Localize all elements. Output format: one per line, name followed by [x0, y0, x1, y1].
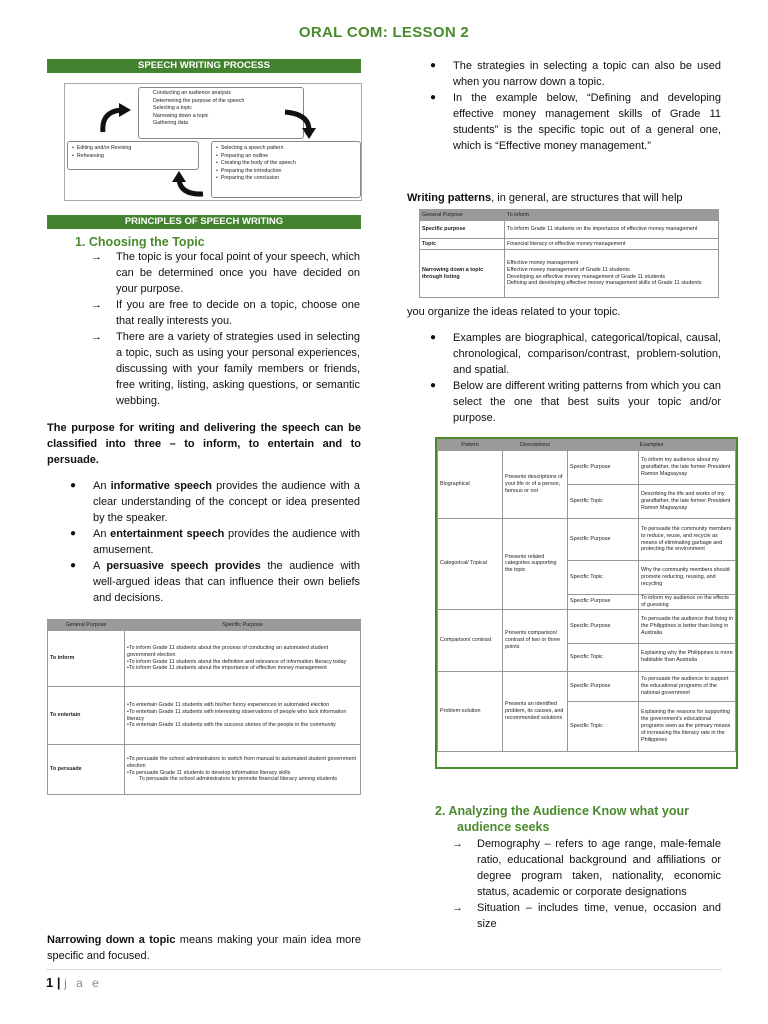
cycle-arrow-icon [279, 106, 319, 140]
audience-points-list [452, 836, 721, 932]
table-row [438, 609, 736, 643]
table-cell: •To persuade the school administrators to switch from manual to automated student government election •To persuade Grade 11 students to develop information literacy skills To persuade the school administrators to promote financial literacy among students [125, 745, 361, 795]
list-item: → Situation – includes time, venue, occasion and size [452, 902, 721, 930]
list-item: ● An informative speech provides the audience with a clear understanding of the concept or idea presented by the speaker. [70, 480, 361, 524]
list-item: ● Examples are biographical, categorical/topical, causal, chronological, comparison/contrast, problem-solution, and spatial. [430, 332, 721, 376]
table-cell: To inform [505, 210, 719, 221]
footer-separator: | [53, 975, 65, 990]
list-item: ● The strategies in selecting a topic can also be used when you narrow down a topic. [430, 60, 721, 88]
table-row [438, 451, 736, 485]
purpose-paragraph: The purpose for writing and delivering the speech can be classified into three – to inform, to entertain and to persuade. [47, 422, 361, 466]
table-cell: Categorical/ Topical [438, 519, 503, 610]
table-row [420, 239, 719, 250]
table-row [420, 250, 719, 298]
table-cell: Specific Topic [568, 485, 639, 519]
purpose-table [47, 619, 361, 795]
table-cell: Problem-solution [438, 671, 503, 751]
patterns-intro-continued: you organize the ideas related to your topic. [407, 306, 621, 318]
section1-title: 1. Choosing the Topic [75, 235, 205, 249]
table-cell: Presents comparison/ contrast of two or three points [503, 609, 568, 671]
table-row [438, 519, 736, 561]
table-cell: Presents related categories supporting the topic [503, 519, 568, 610]
list-item: → The topic is your focal point of your speech, which can be determined once you have decided on your purpose. [91, 251, 360, 295]
diagram-step: • Rehearsing [72, 152, 104, 159]
diagram-step: Selecting a topic [153, 105, 192, 112]
table-cell: To entertain [48, 687, 125, 745]
table-cell: Describing the life and works of my grandfather, the late former President Ramon Magsaysay [639, 485, 736, 519]
page-number: 1 [46, 975, 54, 990]
list-item: ● In the example below, “Defining and developing effective money management skills of Grade 11 students” is the specific topic out of a general one, which is “Effective money management.” [430, 92, 721, 152]
table-row [48, 687, 361, 745]
table-cell: Comparison/ contrast [438, 609, 503, 671]
list-item: → If you are free to decide on a topic, choose one that really interests you. [91, 299, 360, 327]
table-cell: To inform my audience on the effects of guessing [639, 595, 736, 610]
list-item: ● A persuasive speech provides the audience with well-argued ideas that can influence their own beliefs and decisions. [70, 560, 361, 604]
table-header: Pattern [438, 440, 503, 451]
table-header: Descriptions [503, 440, 568, 451]
diagram-step: • Preparing the conclusion [216, 175, 280, 182]
speech-process-header: SPEECH WRITING PROCESS [47, 59, 361, 73]
table-cell: Specific Topic [568, 561, 639, 595]
table-cell: To persuade the audience that living in the Philippines is better than living in Australia [639, 609, 736, 643]
table-cell: To inform [48, 631, 125, 687]
strategy-list [428, 58, 721, 154]
table-cell: Specific Purpose [568, 671, 639, 701]
list-item: → There are a variety of strategies used in selecting a topic, such as using your personal experiences, discussing with your family members or friends, free writing, listing, asking questions, or semantic webbing. [91, 331, 360, 407]
table-cell: Presents descriptions of your life or of a person, famous or not [503, 451, 568, 519]
topic-points-list [91, 249, 360, 409]
table-cell: Why the community members should promote reducing, reusing, and recycling [639, 561, 736, 595]
pattern-table-frame [435, 437, 738, 769]
table-cell: Financial literacy or effective money management [505, 239, 719, 250]
pattern-table [437, 439, 736, 752]
table-cell: Narrowing down a topic through listing [420, 250, 505, 298]
list-item: ● An entertainment speech provides the audience with amusement. [70, 528, 360, 556]
table-cell: Specific Purpose [568, 609, 639, 643]
table-cell: To persuade [48, 745, 125, 795]
diagram-step: Determining the purpose of the speech [153, 97, 245, 104]
table-cell: Topic [420, 239, 505, 250]
table-cell: Biographical [438, 451, 503, 519]
table-row [420, 221, 719, 239]
section2-title: 2. Analyzing the Audience Know what your audience seeks [435, 804, 689, 834]
table-row [48, 745, 361, 795]
list-item: ● Below are different writing patterns from which you can select the one that best suits your topic and/or purpose. [430, 380, 721, 424]
narrowing-paragraph: Narrowing down a topic means making your main idea more specific and focused. [47, 934, 362, 962]
table-cell: •To inform Grade 11 students about the process of conducting an automated student government election •To inform Grade 11 students about the definition and relevance of information literacy today •To inform Grade 11 students about the importance of effective money management [125, 631, 361, 687]
footer-author: j a e [64, 976, 102, 990]
table-cell: Effective money management Effective money management of Grade 11 students Developing an effective money management of Grade 11 students Defining and developing effective money management skills of Grade 11 students [505, 250, 719, 298]
diagram-step: • Creating the body of the speech [216, 160, 296, 167]
table-cell: •To entertain Grade 11 students with his/her funny experiences in automated election •To entertain Grade 11 students with interesting observations of people who lack information literacy •To entertain Grade 11 students with the success stories of the people in the community [125, 687, 361, 745]
diagram-step: • Preparing the introduction [216, 167, 282, 174]
diagram-step: Gathering data [153, 120, 189, 127]
table-header: General Purpose [48, 620, 125, 631]
diagram-step: Narrowing down a topic [153, 112, 209, 119]
table-cell: Explaining why the Philippines is more habitable than Australia [639, 643, 736, 671]
table-cell: Specific Purpose [568, 519, 639, 561]
diagram-step: • Preparing an outline [216, 152, 269, 159]
speech-process-diagram [64, 83, 362, 201]
pattern-notes-list [428, 330, 721, 426]
list-item: → Demography – refers to age range, male-female ratio, educational background and affiliations or degree program taken, nationality, economic status, academic or corporate designations [452, 838, 721, 898]
purpose-list [68, 478, 360, 606]
table-row [420, 210, 719, 221]
table-cell: To inform my audience about my grandfather, the late former President Ramon Magsaysay [639, 451, 736, 485]
table-cell: Presents an identified problem, its causes, and recommended solutions [503, 671, 568, 751]
table-cell: To inform Grade 11 students on the importance of effective money management [505, 221, 719, 239]
diagram-step: • Selecting a speech pattern [216, 145, 284, 151]
table-header: Specific Purpose [125, 620, 361, 631]
page-title: ORAL COM: LESSON 2 [298, 24, 470, 41]
table-row [438, 671, 736, 701]
table-cell: Specific Topic [568, 643, 639, 671]
page-footer [46, 975, 102, 990]
topic-table [419, 209, 719, 298]
footer-divider [46, 969, 722, 970]
table-cell: Specific Topic [568, 701, 639, 751]
patterns-intro: Writing patterns, in general, are structures that will help [407, 192, 683, 204]
diagram-step: Conducting an audience analysis [153, 90, 231, 96]
table-cell: Specific Purpose [568, 595, 639, 610]
principles-header: PRINCIPLES OF SPEECH WRITING [47, 215, 361, 229]
table-cell: To persuade the audience to support the educational programs of the national government [639, 671, 736, 701]
cycle-arrow-icon [95, 102, 135, 136]
table-cell: Specific Purpose [568, 451, 639, 485]
diagram-step: • Editing and/or Revising [72, 145, 132, 151]
table-cell: Specific purpose [420, 221, 505, 239]
table-cell: Explaining the reasons for supporting the government's educational programs seen as the primary means of increasing the literacy rate in the Philippines [639, 701, 736, 751]
diagram-left-box [67, 141, 199, 170]
table-cell: General Purpose [420, 210, 505, 221]
table-row [48, 631, 361, 687]
diagram-right-box [211, 141, 361, 198]
cycle-arrow-icon [169, 170, 207, 200]
table-header: Examples [568, 440, 736, 451]
table-cell: To persuade the community members to reduce, reuse, and recycle as means of eliminating garbage and protecting the environment [639, 519, 736, 561]
